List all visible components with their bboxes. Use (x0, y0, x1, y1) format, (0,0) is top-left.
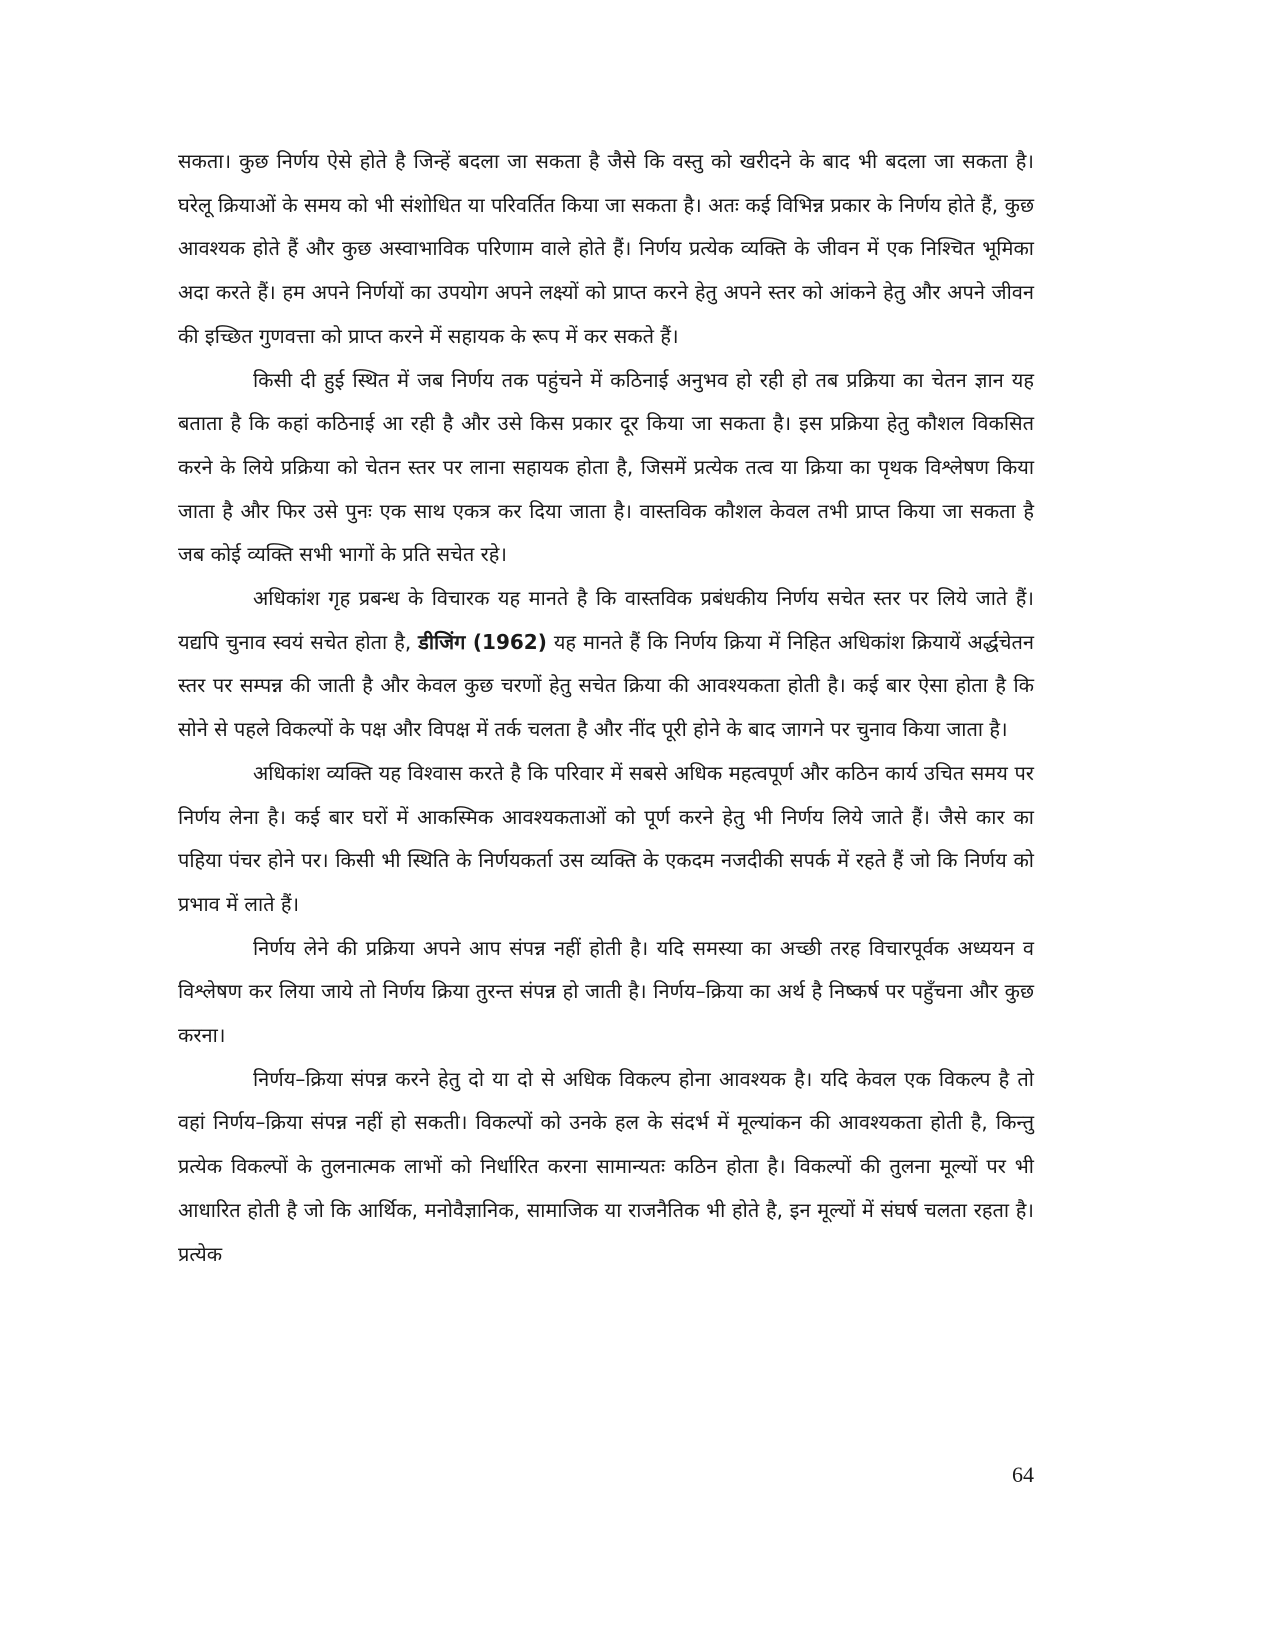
citation-deesing-1962: डीजिंग (1962) (418, 629, 547, 654)
paragraph-5: निर्णय लेने की प्रक्रिया अपने आप संपन्न नहीं होती है। यदि समस्या का अच्छी तरह विचारपूर्वक अध्ययन व विश्लेषण कर लिया जाये तो निर्णय क्रिया तुरन्त संपन्न हो जाती है। निर्णय–क्रिया का अर्थ है निष्कर्ष पर पहुँचना और कुछ करना। (178, 935, 1034, 1048)
paragraph-6: निर्णय–क्रिया संपन्न करने हेतु दो या दो से अधिक विकल्प होना आवश्यक है। यदि केवल एक विकल्प है तो वहां निर्णय–क्रिया संपन्न नहीं हो सकती। विकल्पों को उनके हल के संदर्भ में मूल्यांकन की आवश्यकता होती है, किन्तु प्रत्येक विकल्पों के तुलनात्मक लाभों को निर्धारित करना सामान्यतः कठिन होता है। विकल्पों की तुलना मूल्यों पर भी आधारित होती है जो कि आर्थिक, मनोवैज्ञानिक, सामाजिक या राजनैतिक भी होते है, इन मूल्यों में संघर्ष चलता रहता है। प्रत्येक (178, 1066, 1034, 1266)
page-number: 64 (1012, 1462, 1034, 1487)
paragraph-3 (178, 577, 1034, 752)
body-text (178, 140, 1034, 1276)
paragraph-1: सकता। कुछ निर्णय ऐसे होते है जिन्हें बदला जा सकता है जैसे कि वस्तु को खरीदने के बाद भी बदला जा सकता है। घरेलू क्रियाओं के समय को भी संशोधित या परिवर्तित किया जा सकता है। अतः कई विभिन्न प्रकार के निर्णय होते हैं, कुछ आवश्यक होते हैं और कुछ अस्वाभाविक परिणाम वाले होते हैं। निर्णय प्रत्येक व्यक्ति के जीवन में एक निश्चित भूमिका अदा करते हैं। हम अपने निर्णयों का उपयोग अपने लक्ष्यों को प्राप्त करने हेतु अपने स्तर को आंकने हेतु और अपने जीवन की इच्छित गुणवत्ता को प्राप्त करने में सहायक के रूप में कर सकते हैं। (178, 149, 1034, 348)
paragraph-3-lead: अधिकांश गृह प्रबन्ध के विचारक यह मानते है कि वास्तविक प्रबंधकीय निर्णय सचेत स्तर पर लिये जाते हैं। यद्यपि चुनाव स्वयं सचेत होता है, (178, 586, 1034, 654)
paragraph-4: अधिकांश व्यक्ति यह विश्वास करते है कि परिवार में सबसे अधिक महत्वपूर्ण और कठिन कार्य उचित समय पर निर्णय लेना है। कई बार घरों में आकस्मिक आवश्यकताओं को पूर्ण करने हेतु भी निर्णय लिये जाते हैं। जैसे कार का पहिया पंचर होने पर। किसी भी स्थिति के निर्णयकर्ता उस व्यक्ति के एकदम नजदीकी सपर्क में रहते हैं जो कि निर्णय को प्रभाव में लाते हैं। (178, 760, 1034, 916)
paragraph-3-rest: यह मानते हैं कि निर्णय क्रिया में निहित अधिकांश क्रियायें अर्द्धचेतन स्तर पर सम्पन्न की जाती है और केवल कुछ चरणों हेतु सचेत क्रिया की आवश्यकता होती है। कई बार ऐसा होता है कि सोने से पहले विकल्पों के पक्ष और विपक्ष में तर्क चलता है और नींद पूरी होने के बाद जागने पर चुनाव किया जाता है। (178, 629, 1034, 742)
paragraph-2: किसी दी हुई स्थित में जब निर्णय तक पहुंचने में कठिनाई अनुभव हो रही हो तब प्रक्रिया का चेतन ज्ञान यह बताता है कि कहां कठिनाई आ रही है और उसे किस प्रकार दूर किया जा सकता है। इस प्रक्रिया हेतु कौशल विकसित करने के लिये प्रक्रिया को चेतन स्तर पर लाना सहायक होता है, जिसमें प्रत्येक तत्व या क्रिया का पृथक विश्लेषण किया जाता है और फिर उसे पुनः एक साथ एकत्र कर दिया जाता है। वास्तविक कौशल केवल तभी प्राप्त किया जा सकता है जब कोई व्यक्ति सभी भागों के प्रति सचेत रहे। (178, 367, 1034, 567)
